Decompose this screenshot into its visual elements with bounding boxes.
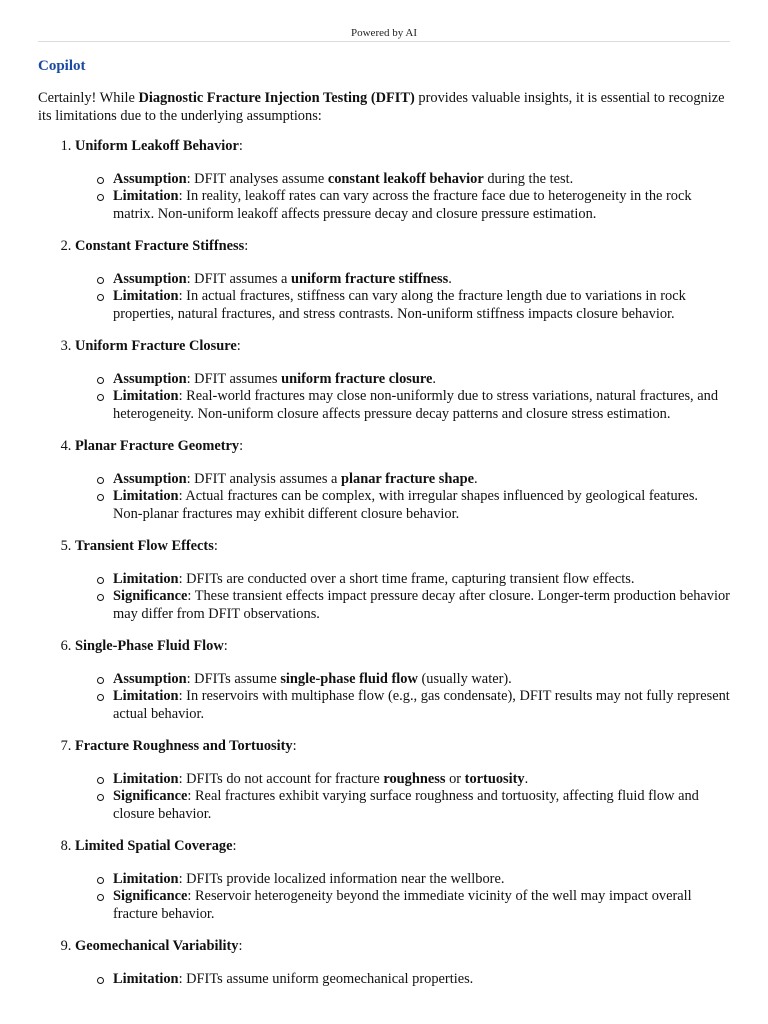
point-label: Assumption xyxy=(113,170,187,187)
item-title: Transient Flow Effects xyxy=(75,538,214,554)
sub-list-item xyxy=(113,288,730,323)
item-title-line: 3. Uniform Fracture Closure: xyxy=(75,338,241,354)
point-label: Limitation xyxy=(113,970,179,987)
sub-list-item xyxy=(113,788,730,823)
sub-list-item xyxy=(113,171,730,189)
point-text: : Actual fractures can be complex, with irregular shapes influenced by geological features. Non-planar fractures may exhibit different closure behavior. xyxy=(113,488,699,522)
point-label: Assumption xyxy=(113,470,187,487)
point-text: : In reality, leakoff rates can vary across the fracture face due to heterogeneity in the rock matrix. Non-uniform leakoff affects pressure decay and closure pressure estimation. xyxy=(113,188,692,222)
point-text: . xyxy=(473,470,478,487)
point-text: : DFITs assume xyxy=(186,670,281,687)
point-text: . xyxy=(524,770,529,787)
point-label: Limitation xyxy=(113,188,179,204)
point-emphasis: single-phase fluid flow xyxy=(280,670,418,687)
sub-list-item xyxy=(113,471,730,489)
point-label: Significance xyxy=(113,888,188,904)
sub-list-item xyxy=(113,271,730,289)
point-text: : DFITs are conducted over a short time frame, capturing transient flow effects. xyxy=(178,570,635,587)
point-text: : Reservoir heterogeneity beyond the immediate vicinity of the well may impact overall fracture behavior. xyxy=(113,888,692,922)
intro-bold: Diagnostic Fracture Injection Testing (DFIT) xyxy=(138,90,415,106)
sub-list-item xyxy=(113,488,730,523)
item-points xyxy=(75,671,730,724)
point-text: (usually water). xyxy=(417,670,512,687)
intro-suffix: provides valuable insights, it is essential to recognize its limitations due to the underlying assumptions: xyxy=(38,90,725,124)
point-label: Limitation xyxy=(113,288,179,304)
sub-list-item xyxy=(113,688,730,723)
header-divider xyxy=(38,41,730,42)
sub-list-item xyxy=(113,388,730,423)
point-emphasis: tortuosity xyxy=(464,770,525,787)
author-name: Copilot xyxy=(38,58,86,74)
point-text: : DFIT assumes xyxy=(186,370,282,387)
item-points xyxy=(75,771,730,824)
powered-by-label: Powered by AI xyxy=(351,27,417,39)
sub-list-item xyxy=(113,671,730,689)
list-item xyxy=(75,438,730,523)
message-content xyxy=(38,56,730,1003)
item-points xyxy=(75,571,730,624)
intro-prefix: Certainly! While xyxy=(38,90,139,106)
list-item xyxy=(75,838,730,923)
point-label: Limitation xyxy=(113,770,179,787)
item-title-line: 4. Planar Fracture Geometry: xyxy=(75,438,244,454)
sub-list-item xyxy=(113,371,730,389)
item-title-line: 2. Constant Fracture Stiffness: xyxy=(75,238,249,254)
item-title-line: 1. Uniform Leakoff Behavior: xyxy=(75,138,243,154)
point-text: : DFIT assumes a xyxy=(186,270,292,287)
point-label: Assumption xyxy=(113,670,187,687)
point-label: Limitation xyxy=(113,688,179,704)
sub-list-item xyxy=(113,971,730,989)
item-title: Fracture Roughness and Tortuosity xyxy=(75,738,293,754)
point-text: during the test. xyxy=(483,170,574,187)
point-text: : In reservoirs with multiphase flow (e.g., gas condensate), DFIT results may not fully represent actual behavior. xyxy=(113,688,730,722)
point-emphasis: planar fracture shape xyxy=(341,470,474,487)
point-text: . xyxy=(448,270,452,287)
list-item xyxy=(75,738,730,823)
point-text: : These transient effects impact pressure decay after closure. Longer-term production behavior may differ from DFIT observations. xyxy=(113,588,730,622)
point-text: : Real-world fractures may close non-uniformly due to stress variations, natural fractures, and heterogeneity. Non-uniform closure affects pressure decay patterns and closure stress estimation. xyxy=(113,388,719,422)
point-label: Significance xyxy=(113,788,188,804)
point-text: or xyxy=(445,770,465,787)
point-text: : DFITs provide localized information near the wellbore. xyxy=(178,870,505,887)
point-text: . xyxy=(432,370,437,387)
sub-list-item xyxy=(113,588,730,623)
item-title: Constant Fracture Stiffness xyxy=(75,238,245,254)
item-points xyxy=(75,271,730,324)
point-label: Limitation xyxy=(113,570,179,587)
sub-list-item xyxy=(113,188,730,223)
list-item xyxy=(75,338,730,423)
point-emphasis: roughness xyxy=(383,770,446,787)
point-emphasis: uniform fracture stiffness xyxy=(291,270,449,287)
item-title-line: 6. Single-Phase Fluid Flow: xyxy=(75,638,228,654)
item-title: Geomechanical Variability xyxy=(75,938,239,954)
list-item xyxy=(75,138,730,223)
item-title-line: 8. Limited Spatial Coverage: xyxy=(75,838,237,854)
point-label: Limitation xyxy=(113,388,179,404)
point-text: : In actual fractures, stiffness can vary along the fracture length due to variations in rock properties, natural fractures, and stress contrasts. Non-uniform stiffness impacts closure behavior. xyxy=(113,288,686,322)
item-title: Planar Fracture Geometry xyxy=(75,438,240,454)
point-text: : DFITs assume uniform geomechanical properties. xyxy=(178,970,474,987)
point-emphasis: constant leakoff behavior xyxy=(327,170,484,187)
list-item xyxy=(75,538,730,623)
sub-list-item xyxy=(113,871,730,889)
item-points xyxy=(75,971,730,989)
point-label: Limitation xyxy=(113,488,179,504)
sub-list-item xyxy=(113,888,730,923)
item-title: Uniform Leakoff Behavior xyxy=(75,138,239,154)
sub-list-item xyxy=(113,571,730,589)
point-label: Significance xyxy=(113,588,188,604)
list-item xyxy=(75,638,730,723)
point-label: Limitation xyxy=(113,870,179,887)
item-title: Uniform Fracture Closure xyxy=(75,338,237,354)
point-emphasis: uniform fracture closure xyxy=(281,370,433,387)
point-text: : DFITs do not account for fracture xyxy=(178,770,384,787)
list-item xyxy=(75,238,730,323)
item-points xyxy=(75,471,730,524)
limitations-list xyxy=(38,138,730,988)
item-title-line: 5. Transient Flow Effects: xyxy=(75,538,218,554)
intro-paragraph xyxy=(38,90,730,125)
item-points xyxy=(75,371,730,424)
point-text: : Real fractures exhibit varying surface roughness and tortuosity, affecting fluid flow and closure behavior. xyxy=(113,788,699,822)
item-points xyxy=(75,171,730,224)
item-title: Limited Spatial Coverage xyxy=(75,838,233,854)
point-text: : DFIT analysis assumes a xyxy=(186,470,341,487)
sub-list-item xyxy=(113,771,730,789)
point-label: Assumption xyxy=(113,270,187,287)
point-text: : DFIT analyses assume xyxy=(186,170,328,187)
item-points xyxy=(75,871,730,924)
item-title-line: 7. Fracture Roughness and Tortuosity: xyxy=(75,738,297,754)
point-label: Assumption xyxy=(113,370,187,387)
list-item xyxy=(75,938,730,988)
item-title: Single-Phase Fluid Flow xyxy=(75,638,224,654)
item-title-line: 9. Geomechanical Variability: xyxy=(75,938,243,954)
